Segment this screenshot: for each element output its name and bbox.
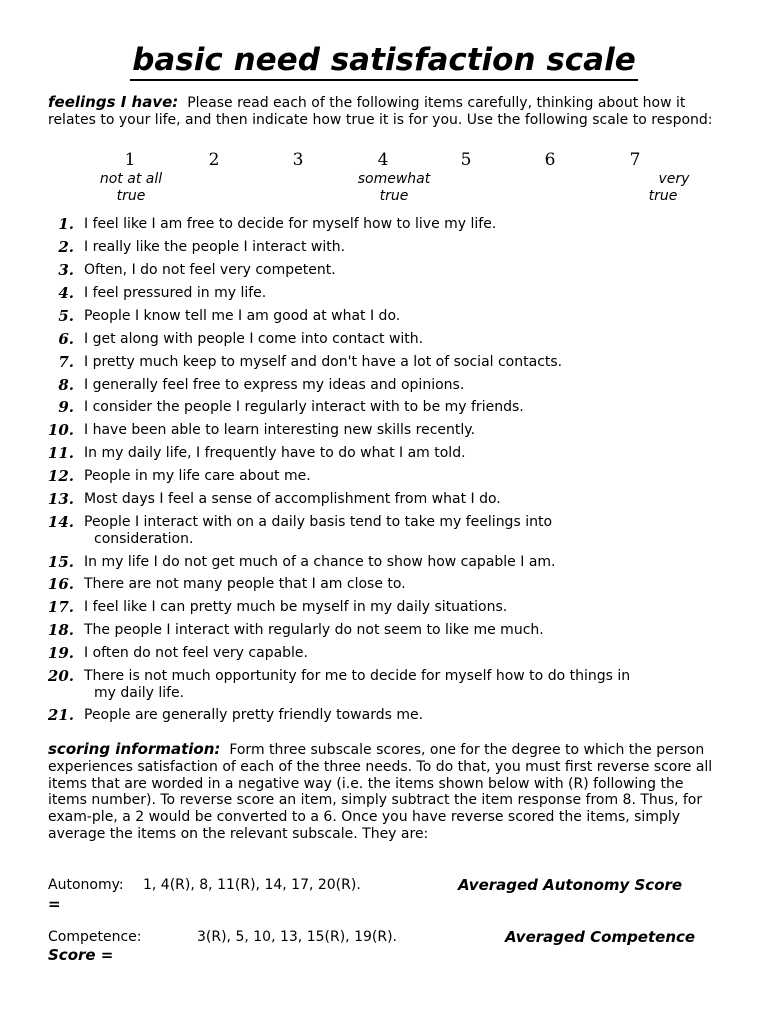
scale-anchor-high [628, 171, 698, 205]
item-number: 20. [47, 667, 74, 685]
item-number: 4. [58, 284, 74, 302]
scale-number: 3 [292, 150, 304, 170]
scale-number: 5 [460, 150, 472, 170]
item-text-line1: People I interact with on a daily basis tend to take my feelings into [84, 514, 553, 530]
item-number: 21. [47, 706, 74, 724]
scale-number: 7 [629, 150, 641, 170]
item-text: In my daily life, I frequently have to do what I am told. [84, 445, 466, 461]
item-number: 9. [58, 398, 74, 416]
item-text: In my life I do not get much of a chance to show how capable I am. [84, 554, 556, 570]
scale-anchor-low [80, 171, 182, 205]
item-number: 15. [47, 553, 74, 571]
item-number: 1. [58, 215, 74, 233]
competence-score-label: Averaged Competence [505, 928, 696, 946]
intro-text: Please read each of the following items carefully, thinking about how it relates to your life, and then indicate how true it is for you. Use the following scale to respond: [48, 95, 713, 128]
item-number: 3. [58, 261, 74, 279]
item-text [84, 514, 724, 548]
item-number: 13. [47, 490, 74, 508]
item-number: 12. [47, 467, 74, 485]
page-title [0, 40, 768, 80]
item-text: There are not many people that I am close to. [84, 576, 406, 592]
item-text-line2: my daily life. [94, 685, 185, 701]
item-text-line2: consideration. [94, 531, 194, 547]
item-text: I feel pressured in my life. [84, 285, 267, 301]
item-text [84, 668, 724, 702]
scale-anchor-high-line1: very [658, 171, 690, 187]
scoring-paragraph [48, 741, 724, 843]
autonomy-label: Autonomy: [48, 877, 124, 893]
item-text: I pretty much keep to myself and don't have a lot of social contacts. [84, 354, 563, 370]
scale-anchor-mid-line1: somewhat [357, 171, 431, 187]
item-text: I generally feel free to express my ideas and opinions. [84, 377, 465, 393]
item-number: 2. [58, 238, 74, 256]
item-number: 10. [47, 421, 74, 439]
autonomy-score-equals: = [48, 895, 61, 913]
item-number: 16. [47, 575, 74, 593]
competence-label: Competence: [48, 929, 142, 945]
scale-number: 4 [377, 150, 389, 170]
item-text: I often do not feel very capable. [84, 645, 308, 661]
item-text: People are generally pretty friendly towards me. [84, 707, 424, 723]
item-number: 17. [47, 598, 74, 616]
item-text: I really like the people I interact with. [84, 239, 346, 255]
item-number: 19. [47, 644, 74, 662]
item-text-line1: There is not much opportunity for me to decide for myself how to do things in [84, 668, 631, 684]
item-text: I consider the people I regularly interact with to be my friends. [84, 399, 524, 415]
item-number: 7. [58, 353, 74, 371]
scoring-text: Form three subscale scores, one for the degree to which the person experiences satisfaction of each of the three needs. To do that, you must first reverse score all items that are worded in a negative way (i.e. the items shown below with (R) following the items number). To reverse score an item, simply subtract the item response from 8. Thus, for exam-ple, a 2 would be converted to a 6. Once you have reverse scored the items, simply average the items on the relevant subscale. They are: [48, 742, 713, 842]
competence-score-equals: Score = [48, 946, 114, 964]
item-text: People I know tell me I am good at what I do. [84, 308, 401, 324]
intro-paragraph [48, 94, 724, 129]
item-number: 8. [58, 376, 74, 394]
scale-anchor-mid [344, 171, 444, 205]
item-number: 11. [47, 444, 74, 462]
item-text: Often, I do not feel very competent. [84, 262, 336, 278]
scale-number: 1 [124, 150, 136, 170]
item-number: 6. [58, 330, 74, 348]
item-number: 5. [58, 307, 74, 325]
item-text: I get along with people I come into contact with. [84, 331, 424, 347]
item-text: I have been able to learn interesting new skills recently. [84, 422, 476, 438]
item-number: 14. [47, 513, 74, 531]
item-number: 18. [47, 621, 74, 639]
scale-anchor-mid-line2: true [379, 188, 409, 204]
competence-items: 3(R), 5, 10, 13, 15(R), 19(R). [197, 929, 397, 945]
scoring-lead: scoring information: [48, 740, 221, 758]
scale-anchor-high-line2: true [648, 188, 678, 204]
item-text: I feel like I can pretty much be myself in my daily situations. [84, 599, 508, 615]
page-title-text: basic need satisfaction scale [130, 42, 638, 81]
scale-anchor-low-line1: not at all [99, 171, 163, 187]
scale-number: 6 [544, 150, 556, 170]
intro-lead: feelings I have: [48, 93, 179, 111]
scale-anchor-low-line2: true [116, 188, 146, 204]
item-text: People in my life care about me. [84, 468, 311, 484]
item-text: Most days I feel a sense of accomplishment from what I do. [84, 491, 501, 507]
item-text: I feel like I am free to decide for myself how to live my life. [84, 216, 497, 232]
autonomy-score-label: Averaged Autonomy Score [458, 876, 683, 894]
autonomy-items: 1, 4(R), 8, 11(R), 14, 17, 20(R). [143, 877, 361, 893]
item-text: The people I interact with regularly do not seem to like me much. [84, 622, 544, 638]
scale-number: 2 [208, 150, 220, 170]
